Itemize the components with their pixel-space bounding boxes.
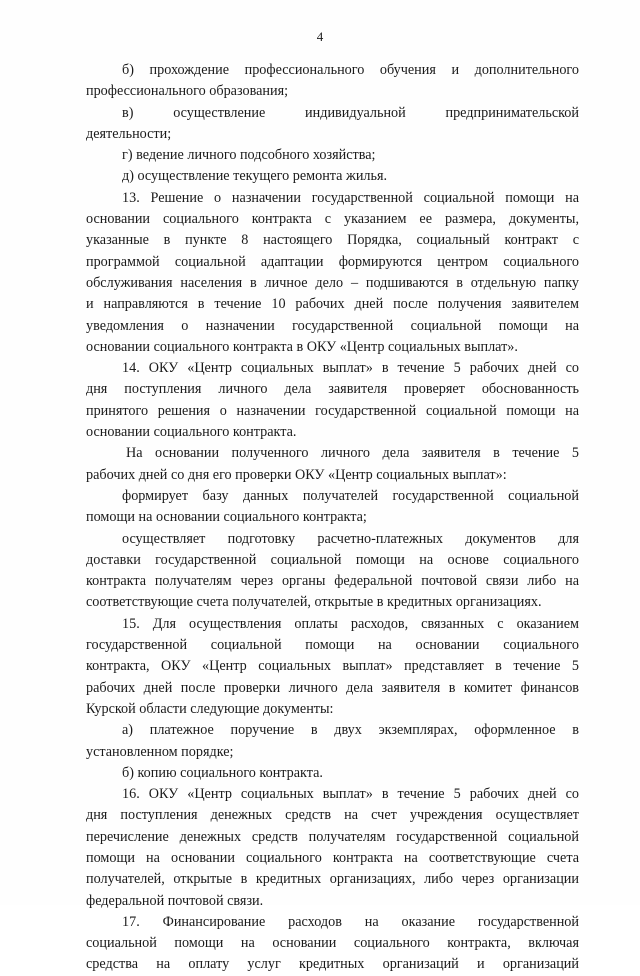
text-line: социальной помощи на основании социального контракта, включая xyxy=(86,935,579,952)
text-line: государственной социальной помощи на основании социального xyxy=(86,637,579,654)
text-line: 14. ОКУ «Центр социальных выплат» в течение 5 рабочих дней со xyxy=(122,360,579,377)
text-line: основании социального контракта в ОКУ «Центр социальных выплат». xyxy=(86,338,518,355)
text-line: получателей, открытые в кредитных организациях, либо через организации xyxy=(86,871,579,888)
text-line: контракта, ОКУ «Центр социальных выплат» представляет в течение 5 xyxy=(86,658,579,675)
text-line: контракта получателям через органы федеральной почтовой связи либо на xyxy=(86,573,579,590)
text-line: 15. Для осуществления оплаты расходов, связанных с оказанием xyxy=(122,615,579,632)
text-line: дня поступления денежных средств на счет учреждения осуществляет xyxy=(86,807,579,824)
text-line: деятельности; xyxy=(86,125,172,142)
text-line: помощи на основании социального контракта; xyxy=(86,509,367,526)
text-line: принятого решения о назначении государственной социальной помощи на xyxy=(86,402,579,419)
text-line: помощи на основании социального контракта на соответствующие счета xyxy=(86,849,579,866)
text-line: рабочих дней после проверки личного дела заявителя в комитет финансов xyxy=(86,679,579,696)
text-line: формирует базу данных получателей государственной социальной xyxy=(122,487,579,504)
text-line: обслуживания населения в личное дело – подшиваются в отдельную папку xyxy=(86,274,579,291)
text-line: перечисление денежных средств получателям государственной социальной xyxy=(86,828,579,845)
text-line: дня поступления личного дела заявителя проверяет обоснованность xyxy=(86,381,579,398)
text-line: указанные в пункте 8 настоящего Порядка, социальный контракт с xyxy=(86,232,579,249)
text-line: осуществляет подготовку расчетно-платежных документов для xyxy=(122,530,579,547)
text-line: и направляются в течение 10 рабочих дней после получения заявителем xyxy=(86,296,579,313)
text-line: доставки государственной социальной помощи на основе социального xyxy=(86,551,579,568)
text-line: Курской области следующие документы: xyxy=(86,700,334,717)
text-line: программой социальной адаптации формируются центром социального xyxy=(86,253,579,270)
text-line: установленном порядке; xyxy=(86,743,234,760)
text-line: федеральной почтовой связи. xyxy=(86,892,264,909)
document-body xyxy=(86,60,579,976)
text-line: б) прохождение профессионального обучения и дополнительного xyxy=(122,62,579,78)
text-line: основании социального контракта с указанием ее размера, документы, xyxy=(86,211,579,228)
text-line: 17. Финансирование расходов на оказание государственной xyxy=(122,913,579,930)
text-line: а) платежное поручение в двух экземплярах, оформленное в xyxy=(122,722,579,739)
text-line: 13. Решение о назначении государственной социальной помощи на xyxy=(122,189,579,206)
text-line: д) осуществление текущего ремонта жилья. xyxy=(122,168,388,185)
text-line: профессионального образования; xyxy=(86,83,289,100)
text-line: соответствующие счета получателей, открытые в кредитных организациях. xyxy=(86,594,542,611)
text-line: 16. ОКУ «Центр социальных выплат» в течение 5 рабочих дней со xyxy=(122,786,579,803)
text-line: средства на оплату услуг кредитных организаций и организаций xyxy=(86,956,579,973)
text-line: На основании полученного личного дела заявителя в течение 5 xyxy=(126,445,579,462)
text-line: рабочих дней со дня его проверки ОКУ «Центр социальных выплат»: xyxy=(86,466,507,483)
page-number: 4 xyxy=(316,29,324,44)
text-line: в) осуществление индивидуальной предпринимательской xyxy=(122,104,579,121)
text-line: г) ведение личного подсобного хозяйства; xyxy=(122,147,376,164)
text-line: основании социального контракта. xyxy=(86,424,297,441)
text-line: уведомления о назначении государственной социальной помощи на xyxy=(86,317,579,334)
text-line: б) копию социального контракта. xyxy=(122,764,323,781)
